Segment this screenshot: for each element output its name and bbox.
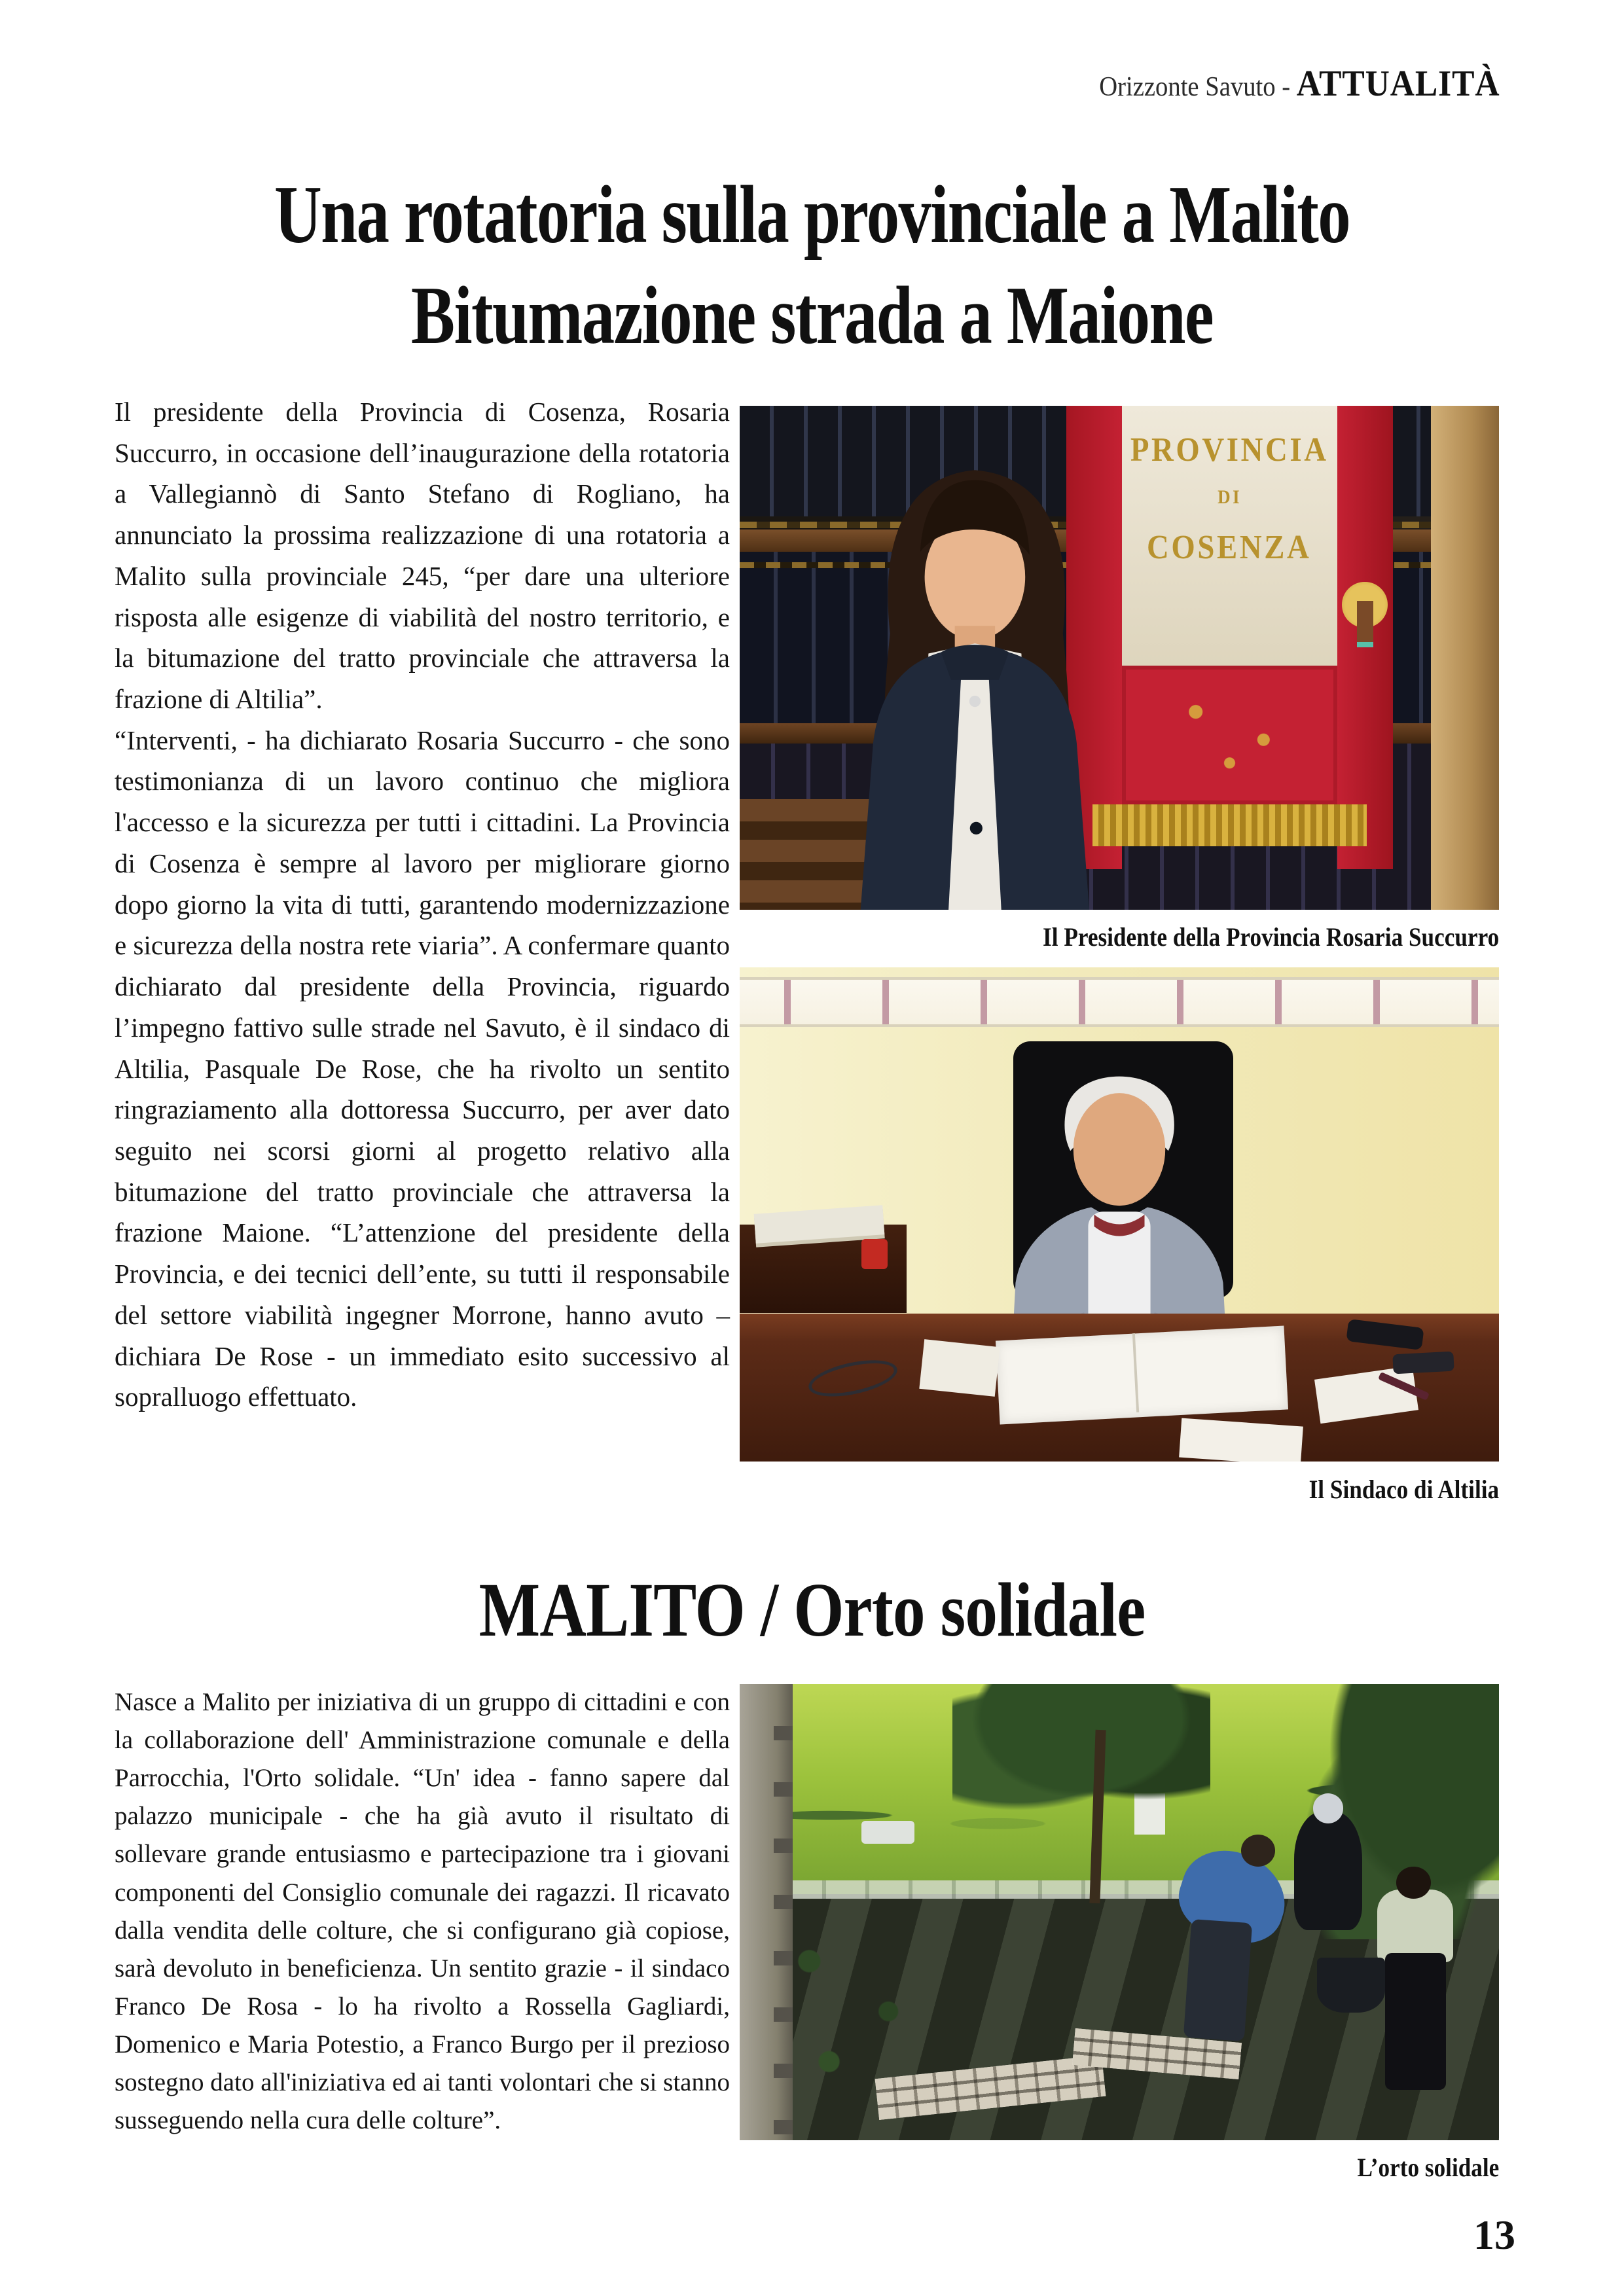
black-bucket [1317,1958,1385,2013]
volunteer-blue-legs [1183,1919,1252,2041]
paper-sheet-left [920,1339,1000,1396]
headline-line1: Una rotatoria sulla provinciale a Malito [274,170,1350,260]
volunteer-blue-head [1241,1835,1275,1867]
page-number: 13 [1473,2212,1515,2258]
distant-vehicle [861,1821,914,1844]
volunteer-light-top [1377,1890,1453,1963]
article-headline [162,165,1462,366]
photo-garden [740,1684,1499,2140]
headline-line2: Bitumazione strada a Maione [410,270,1214,361]
banner-word-di: DI [1217,486,1242,508]
caption-president: Il Presidente della Provincia Rosaria Succurro [1042,922,1499,952]
caption-mayor: Il Sindaco di Altilia [1308,1475,1499,1504]
banner-word-cosenza: COSENZA [1147,528,1312,566]
volunteer-dark-head [1313,1793,1343,1823]
banner-word-provincia: PROVINCIA [1130,431,1329,469]
section-name: ATTUALITÀ [1297,63,1500,104]
photo-president [740,406,1499,910]
volunteer-dark-figure [1294,1812,1362,1930]
tree-canopy [952,1684,1210,1812]
photo-mayor [740,967,1499,1462]
volunteer-light-legs [1385,1953,1446,2090]
marble-column [1431,406,1499,910]
header-separator: - [1276,72,1297,102]
volunteer-light-head [1396,1867,1430,1899]
president-portrait [755,426,1195,910]
paragraph: Il presidente della Provincia di Cosenza, Rosaria Succurro, in occasione dell’inaugurazione della rotatoria a Vallegiannò di Santo Stefano di Rogliano, ha annunciato la prossima realizzazione di una rotatoria a Malito sulla provinciale 245, “per dare una ulteriore risposta alle esigenze di viabilità del nostro territorio, e la bitumazione del tratto provinciale che attraversa la frazione di Altilia”. [115,397,730,715]
paragraph: Nasce a Malito per iniziativa di un gruppo di cittadini e con la collaborazione dell' Amministrazione comunale e della Parrocchia, l'Orto solidale. “Un' idea - fanno sapere dal palazzo municipale - che ha già avuto il risultato di sollevare grande entusiasmo e partecipazione tra i giovani componenti del Consiglio comunale dei ragazzi. Il ricavato dalla vendita delle colture, che si configurano già copiose, sarà devoluto in beneficienza. Un sentito grazie - il sindaco Franco De Rosa - lo ha rivolto a Rossella Gagliardi, Domenico e Maria Potestio, a Franco Burgo per il prezioso sostegno dato all'iniziativa ed ai tanti volontari che si stanno susseguendo nella cura delle colture”. [115,1688,730,2135]
stone-wall-notches [774,1684,793,2140]
paragraph: “Interventi, - ha dichiarato Rosaria Succurro - che sono testimonianza di un lavoro continuo che migliora l'accesso e la sicurezza per tutti i cittadini. La Provincia di Cosenza è sempre al lavoro per migliorare giorno dopo giorno la vita di tutti, garantendo modernizzazione e sicurezza della nostra rete viaria”. A confermare quanto dichiarato dal presidente della Provincia, riguardo l’impegno fattivo sulle strade nel Savuto, è il sindaco di Altilia, Pasquale De Rose, che ha rivolto un sentito ringraziamento alla dottoressa Succurro, per aver dato seguito nei scorsi giorni al progetto relativo alla bitumazione del tratto provinciale che attraversa la frazione Maione. “L’attenzione del presidente della Provincia, e dei tecnici dell’ente, su tutti il responsabile del settore viabilità ingegner Morrone, hanno avuto – dichiara De Rose - un immediato esito successivo al sopralluogo effettuato. [115,725,730,1412]
wall-frieze [740,980,1499,1024]
open-documents [996,1325,1288,1424]
garden-section-title: MALITO / Orto solidale [478,1567,1146,1653]
banner-tower-emblem [1357,601,1373,643]
magazine-name: Orizzonte Savuto [1099,72,1276,102]
article-garden-body [115,1683,730,2140]
article-roundabout-body [115,391,730,1418]
red-cup [861,1239,888,1268]
page-header [1100,63,1500,105]
caption-garden: L’orto solidale [1357,2153,1499,2182]
mobile-phone-second [1392,1351,1454,1374]
